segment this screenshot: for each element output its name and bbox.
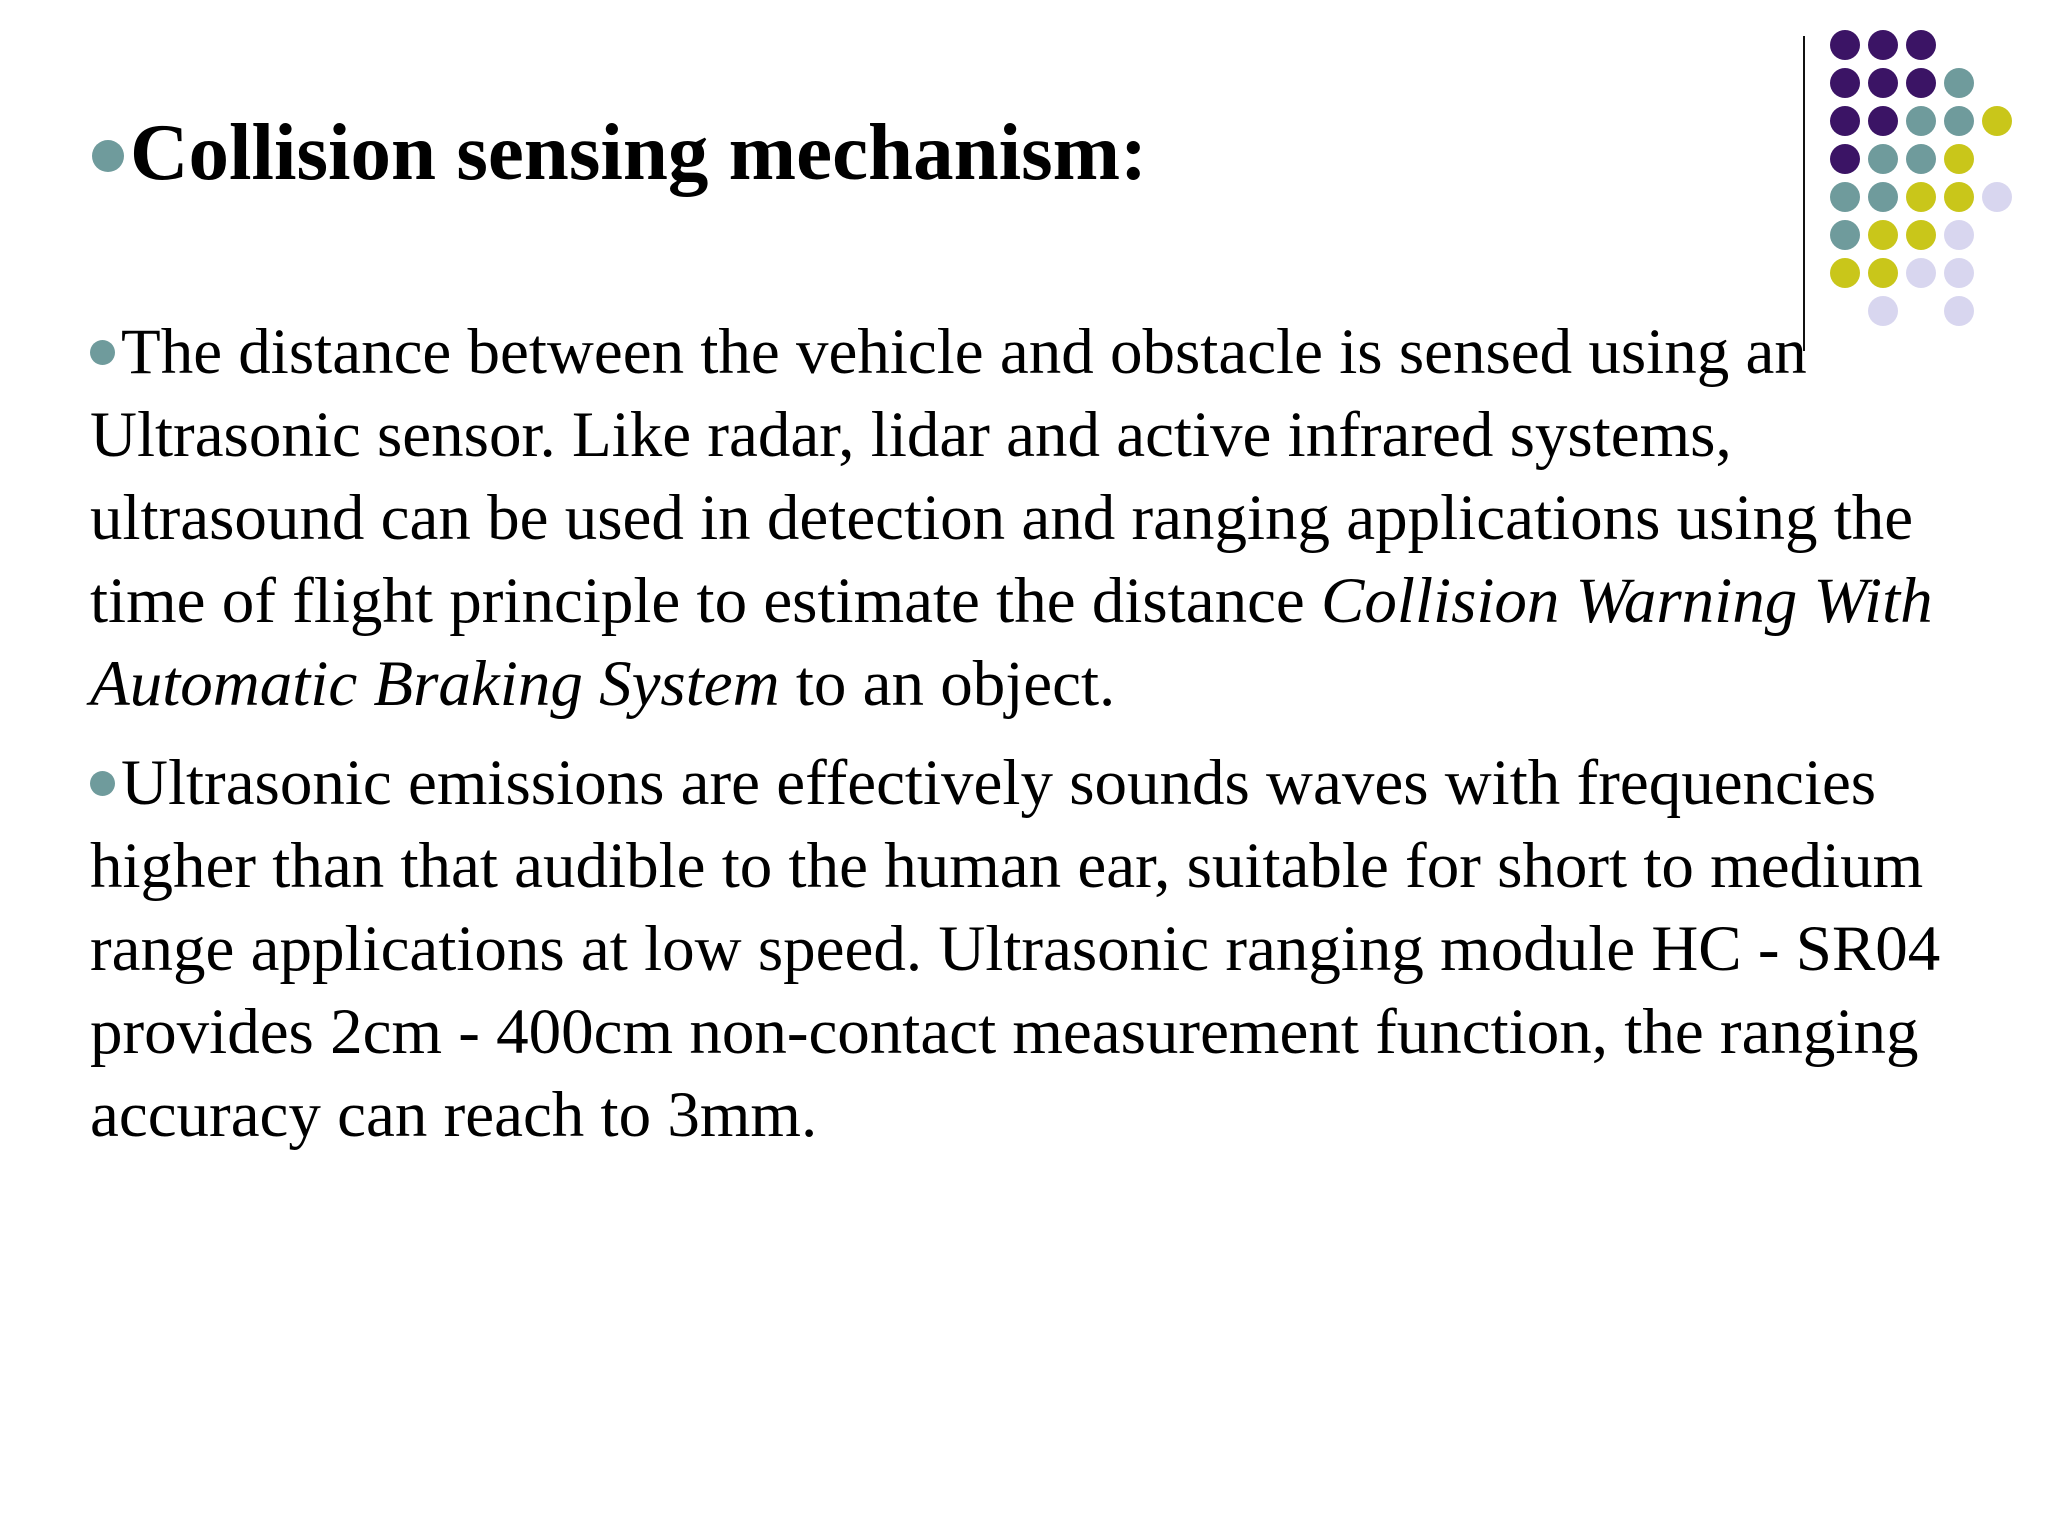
decorative-dot (1830, 220, 1860, 250)
decorative-dot (1944, 220, 1974, 250)
paragraph-bullet-icon (90, 340, 115, 365)
decorative-dot (1906, 220, 1936, 250)
slide-title (92, 104, 1732, 200)
decorative-dot (1906, 182, 1936, 212)
paragraph-ultrasonic-sensor (90, 311, 1970, 726)
decorative-dot (1830, 258, 1860, 288)
decorative-dot (1906, 144, 1936, 174)
decorative-dot (1906, 258, 1936, 288)
paragraph-text-end: to an object. (779, 648, 1116, 720)
vertical-divider-line (1803, 36, 1805, 351)
decorative-dot (1906, 68, 1936, 98)
decorative-dot (1944, 182, 1974, 212)
decorative-dot (1868, 220, 1898, 250)
decorative-dot (1868, 182, 1898, 212)
decorative-dot (1830, 182, 1860, 212)
decorative-dot (1982, 106, 2012, 136)
paragraph-bullet-icon (90, 771, 115, 796)
decorative-dot (1830, 68, 1860, 98)
paragraph-italic-text: Collision Warning With Automatic Braking System (90, 565, 1933, 720)
decorative-dot (1868, 258, 1898, 288)
title-bullet-icon (92, 140, 124, 172)
decorative-dot (1944, 68, 1974, 98)
slide-title-text: Collision sensing mechanism: (130, 107, 1148, 197)
decorative-dot (1906, 106, 1936, 136)
decorative-dot (1944, 106, 1974, 136)
decorative-dot (1906, 30, 1936, 60)
decorative-dot (1830, 106, 1860, 136)
paragraph-text: The distance between the vehicle and obstacle is sensed using an Ultrasonic sensor. Like radar, lidar and active infrared systems, ultrasound can be used in detection and ranging applications using the time of flight principle to estimate the distance (90, 316, 1914, 637)
paragraph-ultrasonic-emissions (90, 742, 1970, 1157)
decorative-dot (1830, 30, 1860, 60)
decorative-dot (1868, 30, 1898, 60)
decorative-dot (1944, 144, 1974, 174)
decorative-dot (1868, 68, 1898, 98)
decorative-dot (1868, 106, 1898, 136)
decorative-dot (1944, 258, 1974, 288)
decorative-dot (1868, 144, 1898, 174)
decorative-dot (1982, 182, 2012, 212)
decorative-dot (1830, 144, 1860, 174)
paragraph-text: Ultrasonic emissions are effectively sounds waves with frequencies higher than that audible to the human ear, suitable for short to medium range applications at low speed. Ultrasonic ranging module HC - SR04 provides 2cm - 400cm non-contact measurement function, the ranging accuracy can reach to 3mm. (90, 747, 1941, 1151)
decorative-dot-grid (1830, 30, 2040, 340)
